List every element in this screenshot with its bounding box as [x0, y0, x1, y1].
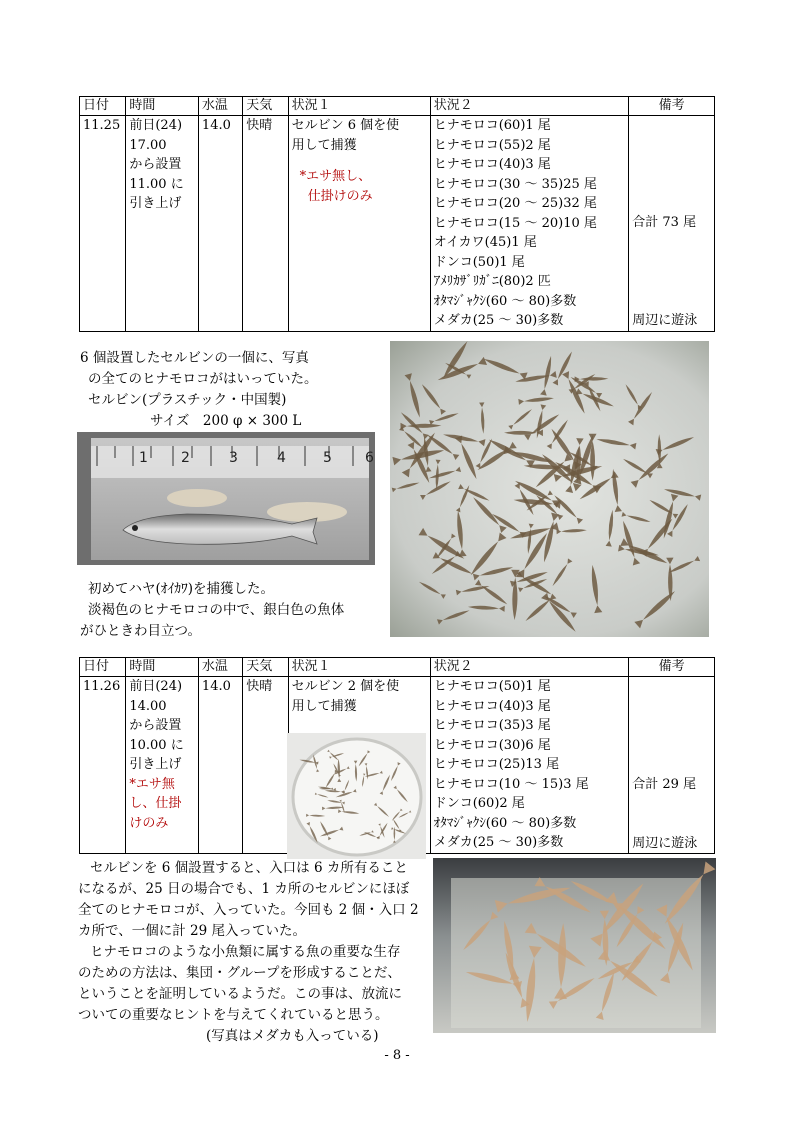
bait-note: *エサ無: [129, 776, 175, 792]
ruler-tick-label: 1: [139, 450, 148, 466]
bait-note: し、仕掛: [129, 796, 182, 811]
fish-shape: [508, 407, 533, 429]
fish-shape: [596, 436, 637, 450]
time-line: から設置: [129, 157, 182, 172]
header-time: 時間: [126, 97, 199, 116]
time-line: 17.00: [129, 137, 167, 153]
caption-line: セルビン(プラスチック・中国製): [88, 392, 287, 408]
fish-shape: [518, 395, 554, 405]
caption-cerbin: [80, 348, 318, 432]
header-weather: 天気: [243, 658, 288, 677]
header-status1: 状況１: [288, 658, 430, 677]
ruler-tick-label: 3: [229, 450, 238, 466]
fish-shape: [631, 450, 671, 487]
catch-line: ヒナモロコ(40)3 尾: [433, 157, 551, 172]
time-line: 前日(24): [129, 679, 183, 694]
fish-shape: [456, 484, 472, 512]
temp-cell: 14.0: [198, 116, 242, 332]
fish-tank-photo: [433, 858, 716, 1033]
date-cell: 11.26: [80, 677, 126, 854]
fish-shape: [588, 564, 602, 613]
ruler-tick-label: 5: [323, 450, 332, 466]
bait-note: 仕掛けのみ: [307, 188, 373, 204]
time-cell: [126, 116, 199, 332]
catch-line: ドンコ(50)1 尾: [433, 254, 525, 270]
total-count: 合計 29 尾: [632, 777, 697, 792]
status2-cell: [430, 116, 629, 332]
paragraph-line: カ所で、一個に計 29 尾入っていた。: [78, 923, 306, 939]
time-line: 11.00 に: [129, 176, 184, 192]
ruler-tick-label: 2: [181, 450, 190, 466]
fish-shape: [640, 516, 675, 557]
time-line: 引き上げ: [129, 196, 182, 211]
fish-shape: [468, 604, 505, 612]
page-number: - 8 -: [384, 1048, 410, 1063]
header-date: 日付: [80, 658, 126, 677]
paragraph-line: セルビンを 6 個設置すると、入口は 6 カ所有ること: [90, 860, 408, 876]
fish-shape: [523, 594, 556, 624]
fish-shape: [526, 524, 534, 554]
header-temp: 水温: [198, 658, 242, 677]
caption-oikawa: [80, 579, 344, 642]
fish-shape: [622, 512, 652, 524]
remark-text: 周辺に遊泳: [632, 835, 698, 851]
fish-shape: [622, 456, 653, 478]
catch-line: ｵﾀﾏｼﾞｬｸｼ(60 ～ 80)多数: [433, 815, 577, 831]
fish-shape: [606, 509, 616, 546]
fish-shape: [479, 402, 486, 433]
catch-line: ｱﾒﾘｶｻﾞﾘｶﾞﾆ(80)2 匹: [433, 274, 551, 289]
ruler-tick-label: 6: [365, 450, 374, 466]
fish-shape: [456, 583, 490, 595]
catch-line: ヒナモロコ(15 ～ 20)10 尾: [433, 215, 597, 231]
fish-shape: [634, 588, 678, 628]
fish-shape: [556, 528, 587, 535]
status2-cell: [430, 677, 629, 854]
record-table-1: [79, 96, 715, 332]
remark-cell: [629, 677, 715, 854]
catch-line: オイカワ(45)1 尾: [433, 235, 537, 250]
fish-shape: [454, 510, 467, 556]
header-status2: 状況２: [430, 97, 629, 116]
caption-line: 淡褐色のヒナモロコの中で、銀白色の魚体: [88, 602, 345, 618]
bait-note: *エサ無し、: [299, 169, 372, 184]
header-status2: 状況２: [430, 658, 629, 677]
header-remark: 備考: [629, 97, 715, 116]
catch-line: ｵﾀﾏｼﾞｬｸｼ(60 ～ 80)多数: [433, 293, 577, 309]
catch-line: ドンコ(60)2 尾: [433, 796, 525, 811]
fish-ruler-photo: [77, 432, 375, 565]
catch-line: ヒナモロコ(20 ～ 25)32 尾: [433, 196, 597, 211]
catch-line: ヒナモロコ(25)13 尾: [433, 757, 560, 772]
time-cell: [126, 677, 199, 854]
paragraph-line: になるが、25 日の場合でも、1 カ所のセルビンにほぼ: [78, 881, 410, 897]
status1-line: セルビン 6 個を使: [291, 118, 400, 133]
fish-shape: [400, 422, 441, 430]
catch-line: メダカ(25 ～ 30)多数: [433, 313, 564, 328]
caption-line: 6 個設置したセルビンの一個に、写真: [80, 350, 309, 366]
fish-shape: [419, 382, 446, 414]
catch-line: ヒナモロコ(55)2 尾: [433, 137, 551, 153]
caption-line: の全てのヒナモロコがはいっていた。: [88, 371, 318, 387]
status1-line: 用して捕獲: [291, 698, 357, 714]
header-remark: 備考: [629, 658, 715, 677]
fish-shape: [663, 486, 701, 501]
fish-shape: [490, 511, 526, 538]
paragraph-line: ヒナモロコのような小魚類に属する魚の重要な生存: [90, 944, 401, 960]
caption-line: サイズ 200 φ × 300 L: [150, 413, 302, 429]
time-line: 10.00 に: [129, 737, 184, 753]
temp-cell: 14.0: [198, 677, 242, 854]
remark-cell: [629, 116, 715, 332]
header-time: 時間: [126, 658, 199, 677]
fish-shape: [624, 383, 643, 410]
catch-line: メダカ(25 ～ 30)多数: [433, 835, 564, 850]
fish-shape: [437, 608, 471, 625]
weather-cell: 快晴: [243, 116, 288, 332]
date-cell: 11.25: [80, 116, 126, 332]
fish-shape: [510, 570, 519, 620]
header-weather: 天気: [243, 97, 288, 116]
catch-line: ヒナモロコ(40)3 尾: [433, 698, 551, 714]
catch-line: ヒナモロコ(30 ～ 35)25 尾: [433, 176, 597, 192]
fish-bowl-photo: [287, 733, 426, 859]
fish-shape: [428, 467, 461, 481]
fish-shape: [436, 357, 487, 384]
paragraph-line: のための方法は、集団・グループを形成することだ、: [78, 965, 401, 981]
catch-line: ヒナモロコ(10 ～ 15)3 尾: [433, 776, 589, 792]
fish-shape: [515, 371, 557, 385]
discussion-paragraph: [78, 858, 419, 1047]
caption-line: 初めてハヤ(ｵｲｶﾜ)を捕獲した。: [88, 581, 275, 597]
fish-shape: [405, 373, 424, 418]
weather-cell: 快晴: [243, 677, 288, 854]
bait-note: けのみ: [129, 815, 169, 831]
header-status1: 状況１: [288, 97, 430, 116]
photo-note: (写真はメダカも入っている): [206, 1028, 379, 1044]
fish-bag-photo: [390, 341, 709, 637]
fish-shape: [429, 411, 459, 425]
caption-line: がひときわ目立つ。: [80, 623, 201, 639]
paragraph-line: ついての重要なヒントを与えてくれていると思う。: [78, 1007, 389, 1023]
status1-line: 用して捕獲: [291, 137, 357, 153]
fish-shape: [578, 471, 619, 502]
fish-shape: [392, 480, 420, 492]
status1-cell: [288, 116, 430, 332]
time-line: から設置: [129, 718, 182, 733]
fish-shape: [553, 350, 575, 386]
time-line: 引き上げ: [129, 757, 182, 772]
fish-shape: [475, 580, 509, 607]
time-line: 14.00: [129, 698, 167, 714]
status1-line: セルビン 2 個を使: [291, 679, 400, 694]
fish-shape: [656, 434, 696, 455]
paragraph-line: ということを証明しているようだ。この事は、放流に: [78, 986, 402, 1002]
total-count: 合計 73 尾: [632, 215, 697, 230]
fish-shape: [408, 442, 433, 485]
fish-shape: [455, 435, 480, 480]
time-line: 前日(24): [129, 118, 183, 133]
header-temp: 水温: [198, 97, 242, 116]
fish-shape: [552, 493, 583, 524]
paragraph-line: 全てのヒナモロコが、入っていた。今回も 2 個・入口 2: [78, 902, 419, 918]
catch-line: ヒナモロコ(50)1 尾: [433, 679, 551, 694]
fish-shape: [418, 580, 446, 599]
fish-shape: [550, 558, 572, 587]
header-date: 日付: [80, 97, 126, 116]
remark-text: 周辺に遊泳: [632, 312, 698, 328]
catch-line: ヒナモロコ(35)3 尾: [433, 718, 551, 733]
catch-line: ヒナモロコ(60)1 尾: [433, 118, 551, 133]
catch-line: ヒナモロコ(30)6 尾: [433, 737, 551, 753]
ruler-tick-label: 4: [277, 450, 286, 466]
fish-shape: [442, 431, 485, 446]
fish-shape: [482, 355, 528, 379]
